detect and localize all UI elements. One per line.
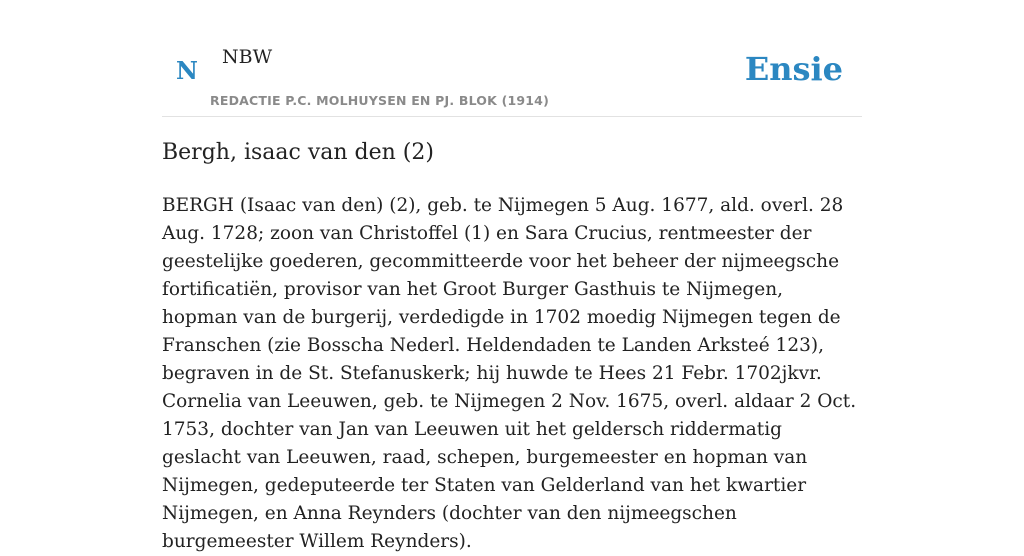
source-subtitle: REDACTIE P.C. MOLHUYSEN EN PJ. BLOK (1914): [210, 93, 549, 108]
article-title: Bergh, isaac van den (2): [162, 140, 434, 165]
source-logo-icon[interactable]: N: [176, 56, 198, 85]
article-body: BERGH (Isaac van den) (2), geb. te Nijmegen 5 Aug. 1677, ald. overl. 28 Aug. 1728; zoon van Christoffel (1) en Sara Crucius, rentmeester der geestelijke goederen, gecommitteerde voor het beheer der nijmeegsche fortificatiën, provisor van het Groot Burger Gasthuis te Nijmegen, hopman van de burgerij, verdedigde in 1702 moedig Nijmegen tegen de Franschen (zie Bosscha Nederl. Heldendaden te Landen Arksteé 123), begraven in de St. Stefanuskerk; hij huwde te Hees 21 Febr. 1702jkvr. Cornelia van Leeuwen, geb. te Nijmegen 2 Nov. 1675, overl. aldaar 2 Oct. 1753, dochter van Jan van Leeuwen uit het geldersch riddermatig geslacht van Leeuwen, raad, schepen, burgemeester en hopman van Nijmegen, gedeputeerde ter Staten van Gelderland van het kwartier Nijmegen, en Anna Reynders (dochter van den nijmeegschen burgemeester Willem Reynders).: [162, 195, 857, 552]
ensie-logo[interactable]: Ensie: [744, 50, 843, 88]
source-name[interactable]: NBW: [222, 46, 273, 68]
source-header: [162, 0, 862, 117]
